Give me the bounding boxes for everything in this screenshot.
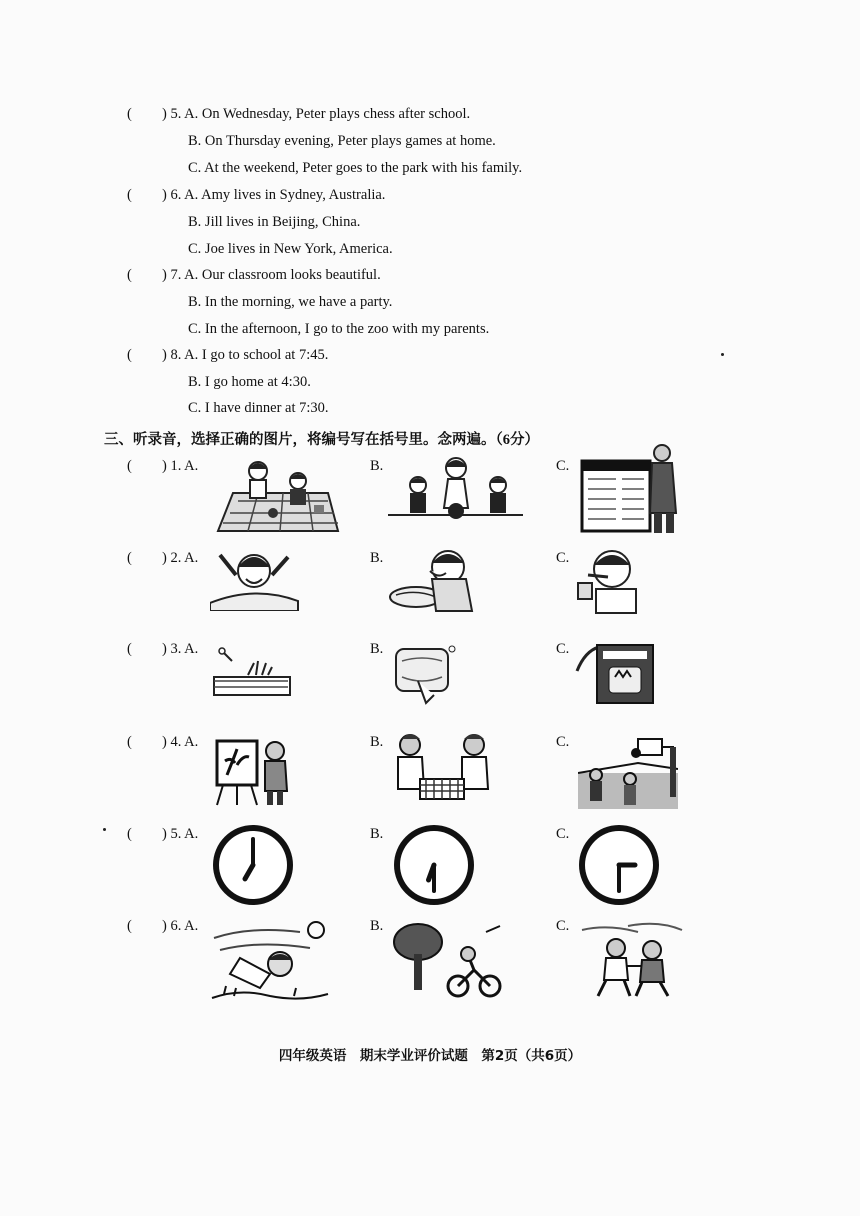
answer-bracket[interactable]: ( (127, 187, 132, 203)
answer-bracket[interactable]: ( (127, 106, 132, 122)
desk-picture[interactable] (210, 647, 294, 705)
heading-text: 三、听录音，选择正确的图片，将编号写在括号里。念两遍。 (104, 432, 496, 448)
answer-bracket[interactable]: ( (127, 458, 132, 474)
option-line: C. Joe lives in New York, America. (188, 241, 393, 257)
windy-picture[interactable] (210, 918, 330, 1002)
washing-face-picture[interactable] (386, 545, 486, 613)
option-label-c: C. (556, 734, 570, 750)
option-label-c: C. (556, 918, 570, 934)
question-number: ) 4. A. (162, 734, 199, 750)
question-number: ) 3. A. (162, 641, 199, 657)
question-line: ) 5. A. On Wednesday, Peter plays chess after school. (162, 106, 471, 122)
option-label-c: C. (556, 826, 570, 842)
option-line: C. I have dinner at 7:30. (188, 400, 329, 416)
question-line: ) 7. A. Our classroom looks beautiful. (162, 267, 381, 283)
chess-picture[interactable] (388, 731, 498, 805)
option-line: C. In the afternoon, I go to the zoo with my parents. (188, 321, 490, 337)
bike-picture[interactable] (390, 920, 510, 1000)
answer-bracket[interactable]: ( (127, 550, 132, 566)
pillow-picture[interactable] (392, 641, 456, 711)
question-number: ) 6. A. (162, 918, 199, 934)
option-line: B. In the morning, we have a party. (188, 294, 393, 310)
question-number: ) 5. A. (162, 826, 199, 842)
scan-speck (721, 353, 724, 356)
option-label-b: B. (370, 918, 384, 934)
book-picture[interactable] (575, 641, 657, 707)
option-line: B. On Thursday evening, Peter plays games at home. (188, 133, 496, 149)
answer-bracket[interactable]: ( (127, 918, 132, 934)
option-label-c: C. (556, 550, 570, 566)
option-label-b: B. (370, 734, 384, 750)
clock-b[interactable] (391, 822, 477, 908)
option-line: C. At the weekend, Peter goes to the park with his family. (188, 160, 523, 176)
scan-speck (103, 828, 106, 831)
answer-bracket[interactable]: ( (127, 267, 132, 283)
basketball-picture[interactable] (578, 733, 678, 809)
snow-picture[interactable] (578, 920, 688, 1000)
answer-bracket[interactable]: ( (127, 734, 132, 750)
waking-up-picture[interactable] (210, 545, 300, 611)
option-label-b: B. (370, 826, 384, 842)
answer-bracket[interactable]: ( (127, 641, 132, 657)
question-line: ) 8. A. I go to school at 7:45. (162, 347, 329, 363)
option-label-b: B. (370, 458, 384, 474)
answer-bracket[interactable]: ( (127, 347, 132, 363)
option-line: B. I go home at 4:30. (188, 374, 311, 390)
clock-c[interactable] (576, 822, 662, 908)
timetable-picture[interactable] (576, 443, 686, 535)
question-line: ) 6. A. Amy lives in Sydney, Australia. (162, 187, 386, 203)
painting-picture[interactable] (213, 735, 291, 807)
option-line: B. Jill lives in Beijing, China. (188, 214, 361, 230)
option-label-c: C. (556, 458, 570, 474)
section-heading (104, 428, 539, 449)
question-number: ) 2. A. (162, 550, 199, 566)
brushing-teeth-picture[interactable] (574, 545, 644, 615)
clock-a[interactable] (210, 822, 296, 908)
page-footer: 四年级英语 期末学业评价试题 第2页（共6页） (278, 1048, 582, 1064)
picnic-picture[interactable] (208, 453, 348, 533)
party-picture[interactable] (388, 453, 523, 531)
option-label-b: B. (370, 550, 384, 566)
option-label-b: B. (370, 641, 384, 657)
score-label: （6分） (495, 432, 539, 448)
question-number: ) 1. A. (162, 458, 199, 474)
option-label-c: C. (556, 641, 570, 657)
answer-bracket[interactable]: ( (127, 826, 132, 842)
